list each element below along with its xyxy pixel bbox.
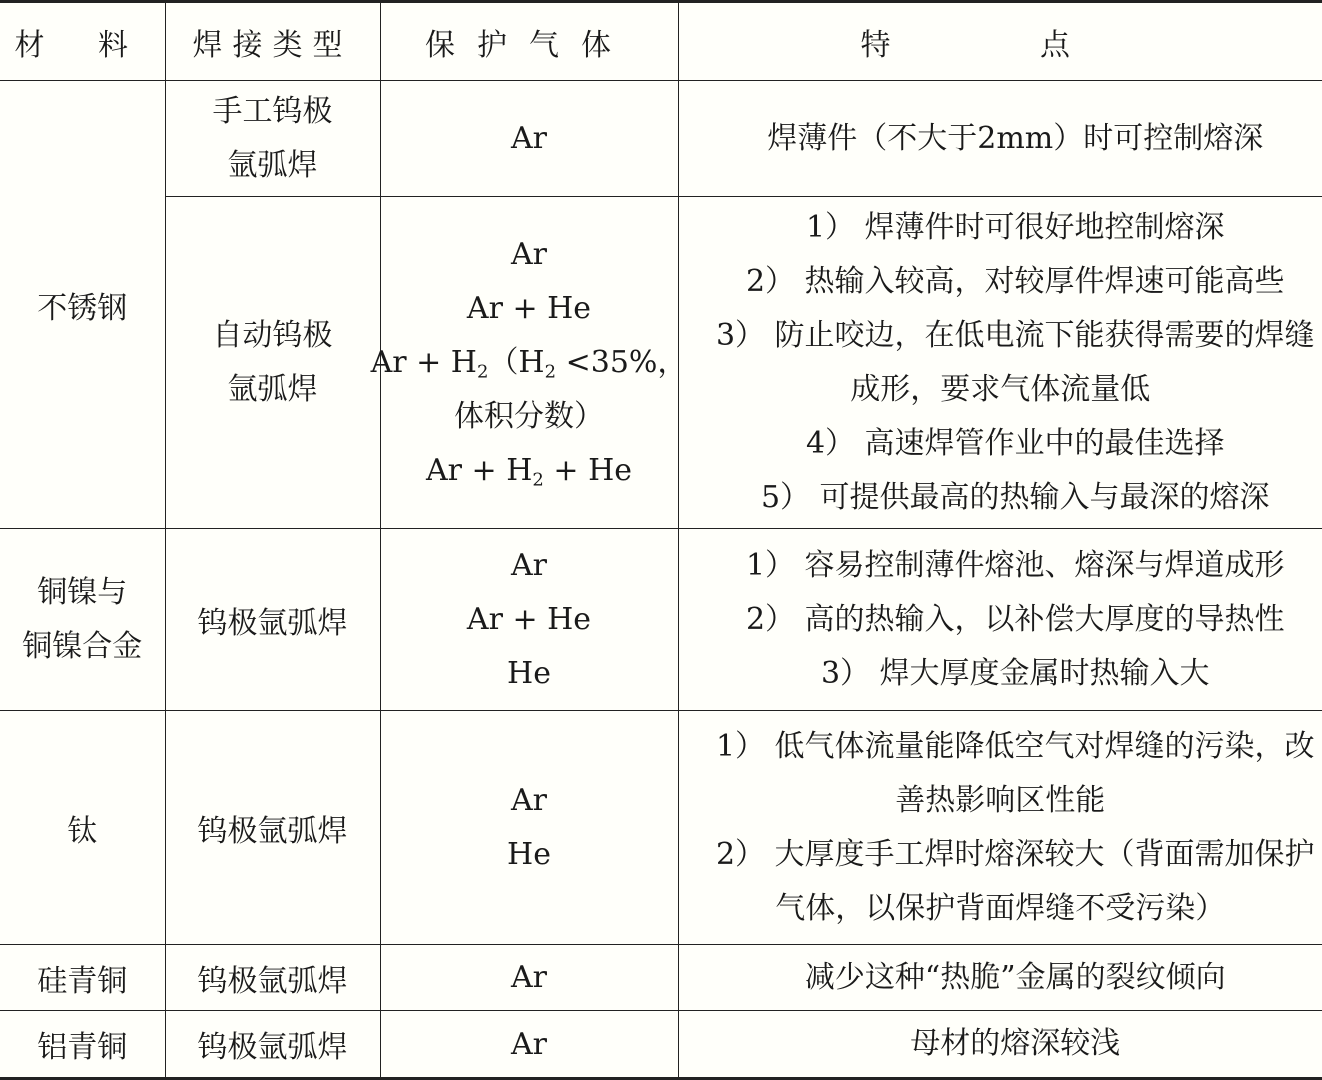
feature-item: 2） 大厚度手工焊时熔深较大（背面需加保护气体，以保护背面焊缝不受污染） — [679, 828, 1322, 936]
header-features: 特 点 — [678, 2, 1322, 81]
gas-cell — [380, 529, 678, 711]
feature-item: 4） 高速焊管作业中的最佳选择 — [679, 417, 1322, 471]
gas-line: Ar + He — [467, 593, 591, 647]
feature-text: 减少这种“热脆”金属的裂纹倾向 — [679, 951, 1322, 1005]
feature-cell — [678, 945, 1322, 1011]
feature-item: 3） 焊大厚度金属时热输入大 — [679, 647, 1322, 701]
table-row — [0, 1011, 1322, 1079]
gas-line: Ar — [511, 539, 547, 593]
gas-cell: Ar — [380, 945, 678, 1011]
welding-type-cell: 钨极氩弧焊 — [165, 945, 380, 1011]
material-line: 铜镍与 — [37, 566, 127, 620]
feature-item: 2） 热输入较高，对较厚件焊速可能高些 — [679, 255, 1322, 309]
gas-line: Ar — [511, 774, 547, 828]
feature-item: 1） 低气体流量能降低空气对焊缝的污染，改善热影响区性能 — [679, 720, 1322, 828]
feature-cell — [678, 197, 1322, 529]
header-shielding-gas: 保护气体 — [380, 2, 678, 81]
material-line: 铜镍合金 — [22, 620, 142, 674]
feature-cell — [678, 529, 1322, 711]
feature-cell — [678, 711, 1322, 945]
feature-item: 5） 可提供最高的热输入与最深的熔深 — [679, 471, 1322, 525]
gas-line: Ar + He — [467, 282, 591, 336]
feature-cell — [678, 81, 1322, 197]
welding-type-cell: 钨极氩弧焊 — [165, 711, 380, 945]
welding-type-line: 自动钨极 — [213, 309, 333, 363]
feature-item: 1） 容易控制薄件熔池、熔深与焊道成形 — [679, 539, 1322, 593]
material-cell: 不锈钢 — [0, 81, 165, 529]
welding-type-line: 手工钨极 — [213, 85, 333, 139]
welding-type-line: 氩弧焊 — [228, 139, 318, 193]
welding-type-cell: 钨极氩弧焊 — [165, 529, 380, 711]
material-cell: 铝青铜 — [0, 1011, 165, 1079]
table-row — [0, 197, 1322, 529]
welding-type-cell: 钨极氩弧焊 — [165, 1011, 380, 1079]
welding-type-line: 氩弧焊 — [228, 363, 318, 417]
feature-cell — [678, 1011, 1322, 1079]
material-cell: 硅青铜 — [0, 945, 165, 1011]
gas-line: 体积分数） — [454, 390, 604, 444]
feature-item: 3） 防止咬边，在低电流下能获得需要的焊缝成形，要求气体流量低 — [679, 309, 1322, 417]
header-row — [0, 2, 1322, 81]
gas-line: Ar — [511, 112, 547, 166]
feature-text: 焊薄件（不大于2mm）时可控制熔深 — [679, 112, 1322, 166]
gas-line: $Ar + H_2 + He$ — [426, 444, 632, 498]
gas-cell — [380, 711, 678, 945]
feature-text: 母材的熔深较浅 — [679, 1017, 1322, 1071]
gas-line: Ar — [511, 228, 547, 282]
gas-line: He — [507, 647, 551, 701]
table-row — [0, 81, 1322, 197]
table-row — [0, 711, 1322, 945]
header-material: 材 料 — [0, 2, 165, 81]
material-cell: 钛 — [0, 711, 165, 945]
gas-line: He — [507, 828, 551, 882]
gas-cell: Ar — [380, 1011, 678, 1079]
gas-cell — [380, 197, 678, 529]
header-welding-type: 焊接类型 — [165, 2, 380, 81]
table-row — [0, 945, 1322, 1011]
welding-type-cell — [165, 197, 380, 529]
feature-item: 1） 焊薄件时可很好地控制熔深 — [679, 201, 1322, 255]
welding-type-cell — [165, 81, 380, 197]
material-cell — [0, 529, 165, 711]
table-row — [0, 529, 1322, 711]
gas-cell — [380, 81, 678, 197]
feature-item: 2） 高的热输入，以补偿大厚度的导热性 — [679, 593, 1322, 647]
gas-line: $Ar + H_2(H_2 <35\%$， — [371, 336, 688, 390]
